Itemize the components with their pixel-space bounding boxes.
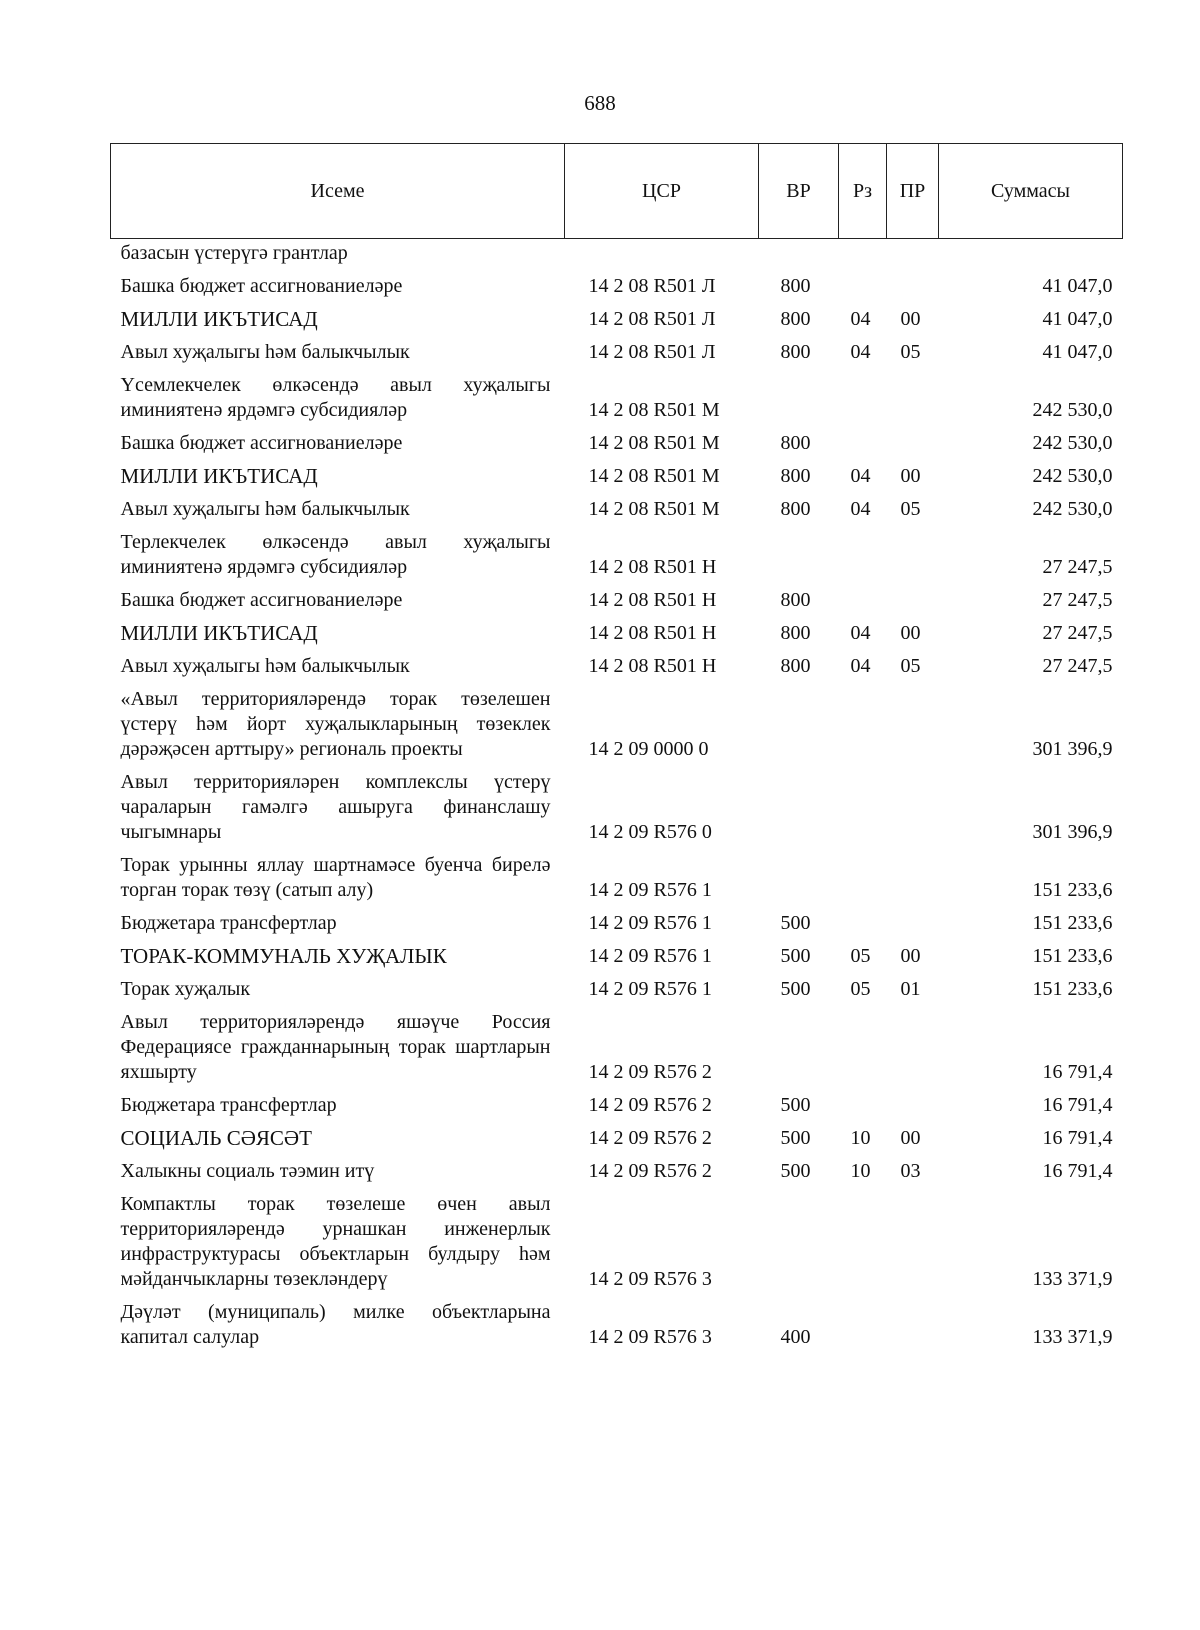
- cell-pr: 00: [900, 1127, 921, 1149]
- cell-pr: [887, 272, 939, 305]
- cell-vr: 800: [780, 432, 811, 454]
- cell-sum: 27 247,5: [1042, 622, 1113, 644]
- cell-vr: [759, 851, 839, 909]
- cell-vr: 500: [780, 978, 811, 1000]
- cell-name: Авыл территорияләрен комплекслы үстерү чараларын гамәлгә ашыруга финанслашу чыгымнары: [120, 771, 551, 843]
- cell-vr: [759, 1190, 839, 1298]
- cell-sum: 151 233,6: [1032, 912, 1113, 934]
- cell-sum: 27 247,5: [1042, 556, 1113, 578]
- cell-pr: 05: [900, 655, 921, 677]
- cell-sum: 151 233,6: [1032, 945, 1113, 967]
- cell-vr: 500: [780, 1127, 811, 1149]
- cell-pr: 00: [900, 945, 921, 967]
- cell-pr: [887, 851, 939, 909]
- cell-name: Авыл хуҗалыгы һәм балыкчылык: [120, 655, 410, 677]
- cell-pr: 00: [900, 308, 921, 330]
- cell-csr: 14 2 09 R576 1: [588, 912, 712, 934]
- cell-rz: [839, 586, 887, 619]
- cell-sum: 27 247,5: [1042, 655, 1113, 677]
- cell-vr: [759, 239, 839, 273]
- cell-pr: [887, 528, 939, 586]
- cell-csr: 14 2 09 R576 3: [588, 1326, 712, 1348]
- cell-sum: 242 530,0: [1032, 465, 1113, 487]
- cell-name: Бюджетара трансфертлар: [120, 912, 337, 934]
- table-row: [111, 338, 1123, 371]
- cell-rz: [839, 1298, 887, 1356]
- table-row: [111, 652, 1123, 685]
- cell-name: Дәүләт (муниципаль) милке объектларына капитал салулар: [120, 1301, 551, 1348]
- cell-vr: 500: [780, 1160, 811, 1182]
- cell-csr: 14 2 09 R576 0: [588, 821, 712, 843]
- cell-vr: 500: [780, 912, 811, 934]
- cell-rz: 04: [850, 622, 871, 644]
- cell-name: Үсемлекчелек өлкәсендә авыл хуҗалыгы иминиятенә ярдәмгә субсидияләр: [120, 374, 551, 421]
- cell-sum: 151 233,6: [1032, 879, 1113, 901]
- cell-vr: [759, 371, 839, 429]
- cell-pr: 00: [900, 622, 921, 644]
- cell-name: Компактлы торак төзелеше өчен авыл территорияләрендә урнашкан инженерлык инфраструктурасы объектларын булдыру һәм мәйданчыкларны төзекләндерү: [120, 1193, 551, 1290]
- cell-sum: 41 047,0: [1042, 308, 1113, 330]
- cell-sum: 242 530,0: [1032, 432, 1113, 454]
- cell-rz: [839, 371, 887, 429]
- cell-vr: [759, 1008, 839, 1091]
- cell-vr: [759, 685, 839, 768]
- cell-pr: 01: [900, 978, 921, 1000]
- cell-csr: 14 2 09 R576 2: [588, 1127, 712, 1149]
- header-pr: ПР: [887, 144, 939, 239]
- cell-csr: [565, 239, 759, 273]
- cell-sum: 16 791,4: [1042, 1094, 1113, 1116]
- cell-rz: [839, 1091, 887, 1124]
- cell-vr: 500: [780, 945, 811, 967]
- cell-rz: [839, 1190, 887, 1298]
- cell-sum: 301 396,9: [1032, 821, 1113, 843]
- table-row: [111, 942, 1123, 975]
- cell-csr: 14 2 08 R501 Л: [588, 275, 716, 297]
- table-row: [111, 586, 1123, 619]
- cell-csr: 14 2 08 R501 Л: [588, 308, 716, 330]
- table-row: [111, 1157, 1123, 1190]
- cell-pr: [887, 586, 939, 619]
- cell-csr: 14 2 08 R501 М: [588, 465, 720, 487]
- page-number: 688: [584, 91, 616, 115]
- table-row: [111, 495, 1123, 528]
- cell-pr: [887, 1008, 939, 1091]
- cell-rz: [839, 239, 887, 273]
- cell-pr: [887, 429, 939, 462]
- cell-rz: [839, 429, 887, 462]
- cell-csr: 14 2 09 R576 1: [588, 945, 712, 967]
- cell-sum: 133 371,9: [1032, 1268, 1113, 1290]
- cell-pr: 03: [900, 1160, 921, 1182]
- header-vr: ВР: [759, 144, 839, 239]
- cell-name: Халыкны социаль тәэмин итү: [120, 1160, 375, 1182]
- cell-name: Авыл хуҗалыгы һәм балыкчылык: [120, 498, 410, 520]
- cell-csr: 14 2 08 R501 Н: [588, 556, 717, 578]
- table-row: [111, 768, 1123, 851]
- cell-vr: [759, 768, 839, 851]
- cell-name: Башка бюджет ассигнованиеләре: [120, 275, 403, 297]
- cell-pr: [887, 768, 939, 851]
- table-body: [111, 239, 1123, 1357]
- table-row: [111, 1124, 1123, 1157]
- cell-pr: [887, 1091, 939, 1124]
- cell-rz: 10: [850, 1160, 871, 1182]
- cell-name: Бюджетара трансфертлар: [120, 1094, 337, 1116]
- cell-pr: [887, 371, 939, 429]
- cell-csr: 14 2 09 R576 2: [588, 1160, 712, 1182]
- cell-sum: 27 247,5: [1042, 589, 1113, 611]
- cell-rz: [839, 528, 887, 586]
- table-row: [111, 851, 1123, 909]
- cell-name: МИЛЛИ ИКЪТИСАД: [120, 621, 318, 645]
- cell-name: Торак хуҗалык: [120, 978, 251, 1000]
- cell-sum: 16 791,4: [1042, 1160, 1113, 1182]
- cell-vr: 800: [780, 622, 811, 644]
- cell-rz: [839, 1008, 887, 1091]
- cell-pr: [887, 1190, 939, 1298]
- cell-vr: 800: [780, 275, 811, 297]
- cell-sum: 16 791,4: [1042, 1061, 1113, 1083]
- cell-sum: 242 530,0: [1032, 399, 1113, 421]
- header-name: Исеме: [111, 144, 565, 239]
- cell-csr: 14 2 09 R576 3: [588, 1268, 712, 1290]
- cell-vr: 800: [780, 589, 811, 611]
- cell-csr: 14 2 08 R501 Н: [588, 589, 717, 611]
- header-csr: ЦСР: [565, 144, 759, 239]
- table-header: [111, 144, 1123, 239]
- cell-name: Авыл территорияләрендә яшәүче Россия Федерациясе гражданнарының торак шартларын яхшырту: [120, 1011, 551, 1083]
- cell-name: Терлекчелек өлкәсендә авыл хуҗалыгы иминиятенә ярдәмгә субсидияләр: [120, 531, 551, 578]
- cell-rz: 04: [850, 655, 871, 677]
- cell-vr: [759, 528, 839, 586]
- cell-csr: 14 2 09 0000 0: [588, 738, 709, 760]
- cell-rz: 04: [850, 498, 871, 520]
- cell-sum: 242 530,0: [1032, 498, 1113, 520]
- cell-csr: 14 2 08 R501 М: [588, 498, 720, 520]
- table-row: [111, 1008, 1123, 1091]
- cell-name: Торак урынны яллау шартнамәсе буенча бирелә торган торак төзү (сатып алу): [120, 854, 551, 901]
- cell-name: Башка бюджет ассигнованиеләре: [120, 432, 403, 454]
- cell-pr: [887, 1298, 939, 1356]
- header-rz: Рз: [839, 144, 887, 239]
- cell-sum: 133 371,9: [1032, 1326, 1113, 1348]
- cell-name: МИЛЛИ ИКЪТИСАД: [120, 307, 318, 331]
- cell-rz: 04: [850, 308, 871, 330]
- table-row: [111, 272, 1123, 305]
- table-row: [111, 909, 1123, 942]
- cell-rz: 04: [850, 341, 871, 363]
- cell-pr: 00: [900, 465, 921, 487]
- cell-vr: 500: [780, 1094, 811, 1116]
- cell-rz: 04: [850, 465, 871, 487]
- cell-csr: 14 2 08 R501 Н: [588, 622, 717, 644]
- cell-csr: 14 2 08 R501 Н: [588, 655, 717, 677]
- table-row: [111, 239, 1123, 273]
- cell-csr: 14 2 08 R501 М: [588, 432, 720, 454]
- cell-rz: 05: [850, 978, 871, 1000]
- cell-pr: [887, 239, 939, 273]
- cell-name: СОЦИАЛЬ СӘЯСӘТ: [120, 1126, 312, 1150]
- cell-vr: 400: [780, 1326, 811, 1348]
- header-sum: Суммасы: [939, 144, 1123, 239]
- cell-vr: 800: [780, 655, 811, 677]
- table-row: [111, 1190, 1123, 1298]
- cell-name: базасын үстерүгә грантлар: [120, 242, 348, 264]
- cell-sum: 41 047,0: [1042, 341, 1113, 363]
- cell-rz: [839, 768, 887, 851]
- table-row: [111, 305, 1123, 338]
- table-row: [111, 528, 1123, 586]
- cell-csr: 14 2 09 R576 1: [588, 978, 712, 1000]
- cell-rz: [839, 272, 887, 305]
- cell-csr: 14 2 09 R576 2: [588, 1061, 712, 1083]
- budget-table: [110, 143, 1123, 1356]
- cell-csr: 14 2 09 R576 2: [588, 1094, 712, 1116]
- cell-vr: 800: [780, 465, 811, 487]
- table-row: [111, 371, 1123, 429]
- table-row: [111, 975, 1123, 1008]
- cell-name: МИЛЛИ ИКЪТИСАД: [120, 464, 318, 488]
- cell-pr: [887, 685, 939, 768]
- cell-rz: [839, 685, 887, 768]
- cell-rz: [839, 851, 887, 909]
- cell-name: ТОРАК-КОММУНАЛЬ ХУҖАЛЫК: [120, 944, 447, 968]
- cell-sum: 16 791,4: [1042, 1127, 1113, 1149]
- cell-sum: [939, 239, 1123, 273]
- table-row: [111, 462, 1123, 495]
- cell-sum: 41 047,0: [1042, 275, 1113, 297]
- cell-sum: 301 396,9: [1032, 738, 1113, 760]
- table-row: [111, 429, 1123, 462]
- cell-csr: 14 2 08 R501 М: [588, 399, 720, 421]
- table-row: [111, 685, 1123, 768]
- cell-sum: 151 233,6: [1032, 978, 1113, 1000]
- table-row: [111, 1091, 1123, 1124]
- cell-rz: 05: [850, 945, 871, 967]
- cell-pr: 05: [900, 498, 921, 520]
- cell-pr: 05: [900, 341, 921, 363]
- cell-rz: [839, 909, 887, 942]
- cell-vr: 800: [780, 498, 811, 520]
- cell-vr: 800: [780, 341, 811, 363]
- table-row: [111, 619, 1123, 652]
- cell-csr: 14 2 08 R501 Л: [588, 341, 716, 363]
- cell-vr: 800: [780, 308, 811, 330]
- cell-name: Авыл хуҗалыгы һәм балыкчылык: [120, 341, 410, 363]
- cell-rz: 10: [850, 1127, 871, 1149]
- table-row: [111, 1298, 1123, 1356]
- cell-pr: [887, 909, 939, 942]
- cell-name: Башка бюджет ассигнованиеләре: [120, 589, 403, 611]
- cell-csr: 14 2 09 R576 1: [588, 879, 712, 901]
- cell-name: «Авыл территорияләрендә торак төзелешен үстерү һәм йорт хуҗалыкларының төзеклек дәрәҗәсен арттыру» региональ проекты: [120, 688, 551, 760]
